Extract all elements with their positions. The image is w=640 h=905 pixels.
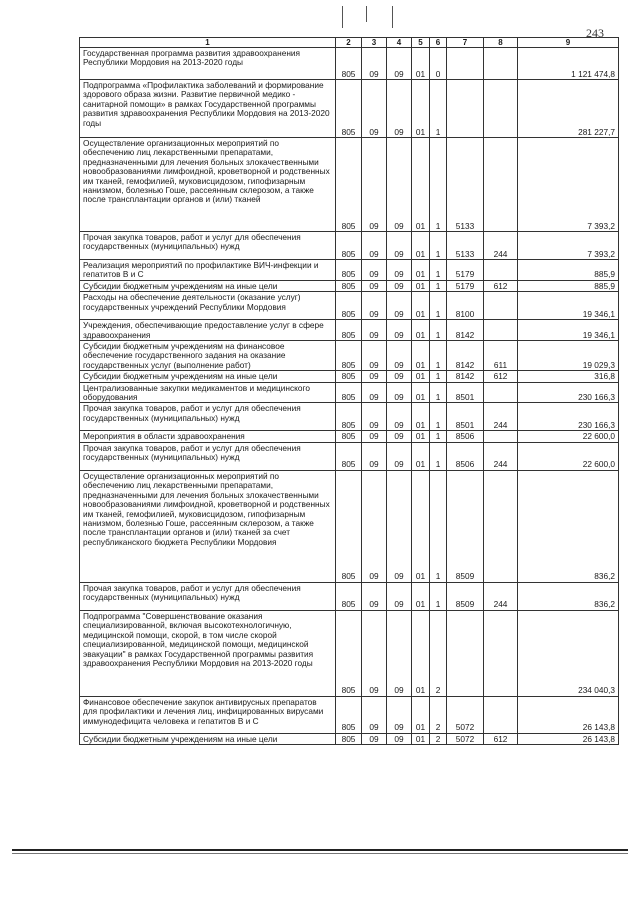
code-target: 5133	[447, 232, 484, 260]
col-header-6: 6	[430, 38, 447, 48]
row-name: Осуществление организационных мероприятий по обеспечению лиц лекарственными препаратами, предназначенными для лечения больных злокачественными новообразованиями лимфоидной, кроветворной и родственных им тканей, гемофилией, муковисцидозом, гипофизарным нанизмом, болезнью Гоше, рассеянным склерозом, а также после трансплантации органов и (или) тканей	[80, 138, 336, 232]
table-row	[80, 382, 619, 403]
code-target: 8501	[447, 403, 484, 431]
row-amount: 230 166,3	[518, 403, 619, 431]
code-target: 8142	[447, 341, 484, 371]
code-expense-type: 244	[484, 442, 518, 470]
code-ministry: 805	[336, 442, 362, 470]
code-ministry: 805	[336, 382, 362, 403]
row-name: Прочая закупка товаров, работ и услуг для обеспечения государственных (муниципальных) нужд	[80, 232, 336, 260]
row-amount: 22 600,0	[518, 431, 619, 442]
code-expense-type: 244	[484, 582, 518, 610]
bottom-rule-thin	[12, 853, 628, 854]
row-name: Субсидии бюджетным учреждениям на иные цели	[80, 280, 336, 291]
table-row	[80, 733, 619, 744]
code-target: 8509	[447, 470, 484, 582]
code-expense-type	[484, 48, 518, 80]
code-section: 09	[362, 442, 387, 470]
code-expense-type	[484, 470, 518, 582]
code-target: 5179	[447, 260, 484, 281]
code-section: 09	[362, 280, 387, 291]
bottom-rule	[12, 849, 628, 851]
code-expense-type	[484, 138, 518, 232]
code-section: 09	[362, 320, 387, 341]
table-row	[80, 292, 619, 320]
page-number: 243	[586, 26, 604, 40]
code-subprogram: 2	[430, 733, 447, 744]
code-section: 09	[362, 582, 387, 610]
row-amount: 885,9	[518, 280, 619, 291]
code-target: 8509	[447, 582, 484, 610]
table-row	[80, 470, 619, 582]
code-program: 01	[412, 610, 430, 696]
row-amount: 7 393,2	[518, 232, 619, 260]
code-subprogram: 1	[430, 382, 447, 403]
code-subsection: 09	[387, 341, 412, 371]
code-program: 01	[412, 371, 430, 382]
code-program: 01	[412, 696, 430, 733]
row-amount: 836,2	[518, 470, 619, 582]
code-program: 01	[412, 320, 430, 341]
code-expense-type: 612	[484, 733, 518, 744]
row-name: Подпрограмма "Совершенствование оказания специализированной, включая высокотехнологичную, медицинской помощи, скорой, в том числе скорой специализированной, медицинской помощи, медицинской эвакуации" в рамках Государственной программы развития здравоохранения Республики Мордовия на 2013-2020 годы	[80, 610, 336, 696]
code-subsection: 09	[387, 138, 412, 232]
code-ministry: 805	[336, 48, 362, 80]
code-subsection: 09	[387, 292, 412, 320]
code-ministry: 805	[336, 582, 362, 610]
code-subsection: 09	[387, 260, 412, 281]
code-target: 8501	[447, 382, 484, 403]
code-program: 01	[412, 280, 430, 291]
table-row	[80, 610, 619, 696]
code-subprogram: 1	[430, 280, 447, 291]
code-subsection: 09	[387, 320, 412, 341]
row-name: Мероприятия в области здравоохранения	[80, 431, 336, 442]
code-ministry: 805	[336, 138, 362, 232]
code-target: 5133	[447, 138, 484, 232]
row-amount: 26 143,8	[518, 733, 619, 744]
code-ministry: 805	[336, 470, 362, 582]
code-section: 09	[362, 48, 387, 80]
table-row	[80, 260, 619, 281]
row-amount: 234 040,3	[518, 610, 619, 696]
code-ministry: 805	[336, 292, 362, 320]
code-expense-type	[484, 610, 518, 696]
code-ministry: 805	[336, 610, 362, 696]
code-expense-type: 612	[484, 371, 518, 382]
code-expense-type: 612	[484, 280, 518, 291]
table-row	[80, 431, 619, 442]
row-amount: 885,9	[518, 260, 619, 281]
code-program: 01	[412, 138, 430, 232]
code-subprogram: 2	[430, 696, 447, 733]
code-program: 01	[412, 80, 430, 138]
code-ministry: 805	[336, 341, 362, 371]
code-target	[447, 80, 484, 138]
code-subprogram: 0	[430, 48, 447, 80]
code-subprogram: 1	[430, 341, 447, 371]
code-ministry: 805	[336, 431, 362, 442]
code-section: 09	[362, 292, 387, 320]
table-row	[80, 582, 619, 610]
row-amount: 22 600,0	[518, 442, 619, 470]
code-subsection: 09	[387, 80, 412, 138]
code-subprogram: 1	[430, 582, 447, 610]
code-expense-type	[484, 431, 518, 442]
code-subsection: 09	[387, 442, 412, 470]
code-expense-type: 244	[484, 403, 518, 431]
code-subsection: 09	[387, 696, 412, 733]
code-target: 8506	[447, 442, 484, 470]
code-subsection: 09	[387, 371, 412, 382]
row-name: Централизованные закупки медикаментов и медицинского оборудования	[80, 382, 336, 403]
code-subprogram: 1	[430, 292, 447, 320]
code-ministry: 805	[336, 260, 362, 281]
row-amount: 230 166,3	[518, 382, 619, 403]
code-section: 09	[362, 403, 387, 431]
code-program: 01	[412, 431, 430, 442]
table-row	[80, 80, 619, 138]
row-name: Расходы на обеспечение деятельности (оказание услуг) государственных учреждений Республики Мордовия	[80, 292, 336, 320]
code-section: 09	[362, 696, 387, 733]
row-amount: 19 346,1	[518, 292, 619, 320]
code-target: 8142	[447, 371, 484, 382]
row-name: Субсидии бюджетным учреждениям на иные цели	[80, 371, 336, 382]
code-subsection: 09	[387, 280, 412, 291]
code-target: 5072	[447, 696, 484, 733]
code-target: 5072	[447, 733, 484, 744]
code-ministry: 805	[336, 320, 362, 341]
code-target: 5179	[447, 280, 484, 291]
code-subprogram: 1	[430, 403, 447, 431]
table-row	[80, 341, 619, 371]
code-target	[447, 610, 484, 696]
code-ministry: 805	[336, 232, 362, 260]
code-section: 09	[362, 260, 387, 281]
code-subprogram: 1	[430, 442, 447, 470]
code-section: 09	[362, 371, 387, 382]
code-expense-type: 244	[484, 232, 518, 260]
code-target	[447, 48, 484, 80]
row-name: Финансовое обеспечение закупок антивирусных препаратов для профилактики и лечения лиц, инфицированных вирусами иммунодефицита человека и гепатитов В и С	[80, 696, 336, 733]
col-header-5: 5	[412, 38, 430, 48]
row-name: Учреждения, обеспечивающие предоставление услуг в сфере здравоохранения	[80, 320, 336, 341]
code-program: 01	[412, 582, 430, 610]
code-expense-type	[484, 382, 518, 403]
row-name: Прочая закупка товаров, работ и услуг для обеспечения государственных (муниципальных) нужд	[80, 403, 336, 431]
code-ministry: 805	[336, 80, 362, 138]
code-subprogram: 1	[430, 371, 447, 382]
code-section: 09	[362, 470, 387, 582]
row-amount: 281 227,7	[518, 80, 619, 138]
table-row	[80, 696, 619, 733]
row-amount: 1 121 474,8	[518, 48, 619, 80]
code-subprogram: 1	[430, 260, 447, 281]
row-name: Субсидии бюджетным учреждениям на финансовое обеспечение государственного задания на оказание государственных услуг (выполнение работ)	[80, 341, 336, 371]
table-row	[80, 232, 619, 260]
col-header-7: 7	[447, 38, 484, 48]
col-header-3: 3	[362, 38, 387, 48]
budget-table	[79, 37, 619, 745]
row-name: Реализация мероприятий по профилактике ВИЧ-инфекции и гепатитов В и С	[80, 260, 336, 281]
row-name: Подпрограмма «Профилактика заболеваний и формирование здорового образа жизни. Развитие первичной медико - санитарной помощи» в рамках Государственной программы развития здравоохранения Республики Мордовия на 2013-2020 годы	[80, 80, 336, 138]
code-section: 09	[362, 138, 387, 232]
code-expense-type	[484, 80, 518, 138]
table-row	[80, 320, 619, 341]
row-amount: 316,8	[518, 371, 619, 382]
code-subsection: 09	[387, 733, 412, 744]
code-expense-type	[484, 320, 518, 341]
code-program: 01	[412, 403, 430, 431]
code-section: 09	[362, 382, 387, 403]
row-amount: 7 393,2	[518, 138, 619, 232]
code-ministry: 805	[336, 371, 362, 382]
code-subsection: 09	[387, 48, 412, 80]
code-subprogram: 1	[430, 138, 447, 232]
code-section: 09	[362, 80, 387, 138]
row-amount: 19 029,3	[518, 341, 619, 371]
code-expense-type	[484, 260, 518, 281]
row-amount: 19 346,1	[518, 320, 619, 341]
table-row	[80, 138, 619, 232]
code-target: 8506	[447, 431, 484, 442]
code-subsection: 09	[387, 382, 412, 403]
row-name: Прочая закупка товаров, работ и услуг для обеспечения государственных (муниципальных) нужд	[80, 582, 336, 610]
code-ministry: 805	[336, 733, 362, 744]
code-section: 09	[362, 733, 387, 744]
code-ministry: 805	[336, 403, 362, 431]
table-row	[80, 280, 619, 291]
table-row	[80, 442, 619, 470]
code-expense-type	[484, 292, 518, 320]
code-program: 01	[412, 48, 430, 80]
code-target: 8100	[447, 292, 484, 320]
row-name: Государственная программа развития здравоохранения Республики Мордовия на 2013-2020 годы	[80, 48, 336, 80]
col-header-2: 2	[336, 38, 362, 48]
col-header-9: 9	[518, 38, 619, 48]
code-target: 8142	[447, 320, 484, 341]
code-section: 09	[362, 431, 387, 442]
code-section: 09	[362, 610, 387, 696]
code-subsection: 09	[387, 403, 412, 431]
code-subprogram: 2	[430, 610, 447, 696]
code-section: 09	[362, 341, 387, 371]
table-row	[80, 403, 619, 431]
code-ministry: 805	[336, 280, 362, 291]
code-subprogram: 1	[430, 320, 447, 341]
table-header-row	[80, 38, 619, 48]
code-subprogram: 1	[430, 232, 447, 260]
row-name: Субсидии бюджетным учреждениям на иные цели	[80, 733, 336, 744]
scan-marks	[336, 6, 406, 30]
code-program: 01	[412, 382, 430, 403]
row-amount: 26 143,8	[518, 696, 619, 733]
col-header-8: 8	[484, 38, 518, 48]
code-expense-type	[484, 696, 518, 733]
code-subsection: 09	[387, 431, 412, 442]
code-section: 09	[362, 232, 387, 260]
table-row	[80, 371, 619, 382]
code-expense-type: 611	[484, 341, 518, 371]
code-program: 01	[412, 232, 430, 260]
table-row	[80, 48, 619, 80]
code-program: 01	[412, 260, 430, 281]
code-subsection: 09	[387, 582, 412, 610]
row-name: Прочая закупка товаров, работ и услуг для обеспечения государственных (муниципальных) нужд	[80, 442, 336, 470]
code-program: 01	[412, 442, 430, 470]
row-amount: 836,2	[518, 582, 619, 610]
code-subsection: 09	[387, 232, 412, 260]
code-subprogram: 1	[430, 470, 447, 582]
col-header-1: 1	[80, 38, 336, 48]
code-subprogram: 1	[430, 431, 447, 442]
code-program: 01	[412, 292, 430, 320]
code-subprogram: 1	[430, 80, 447, 138]
code-program: 01	[412, 733, 430, 744]
code-subsection: 09	[387, 610, 412, 696]
row-name: Осуществление организационных мероприятий по обеспечению лиц лекарственными препаратами, предназначенными для лечения больных злокачественными новообразованиями лимфоидной, кроветворной и родственных им тканей, гемофилией, муковисцидозом, гипофизарным нанизмом, болезнью Гоше, рассеянным склерозом, а также после трансплантации органов и (или) тканей за счет республиканского бюджета Республики Мордовия	[80, 470, 336, 582]
code-program: 01	[412, 470, 430, 582]
code-subsection: 09	[387, 470, 412, 582]
col-header-4: 4	[387, 38, 412, 48]
code-ministry: 805	[336, 696, 362, 733]
code-program: 01	[412, 341, 430, 371]
